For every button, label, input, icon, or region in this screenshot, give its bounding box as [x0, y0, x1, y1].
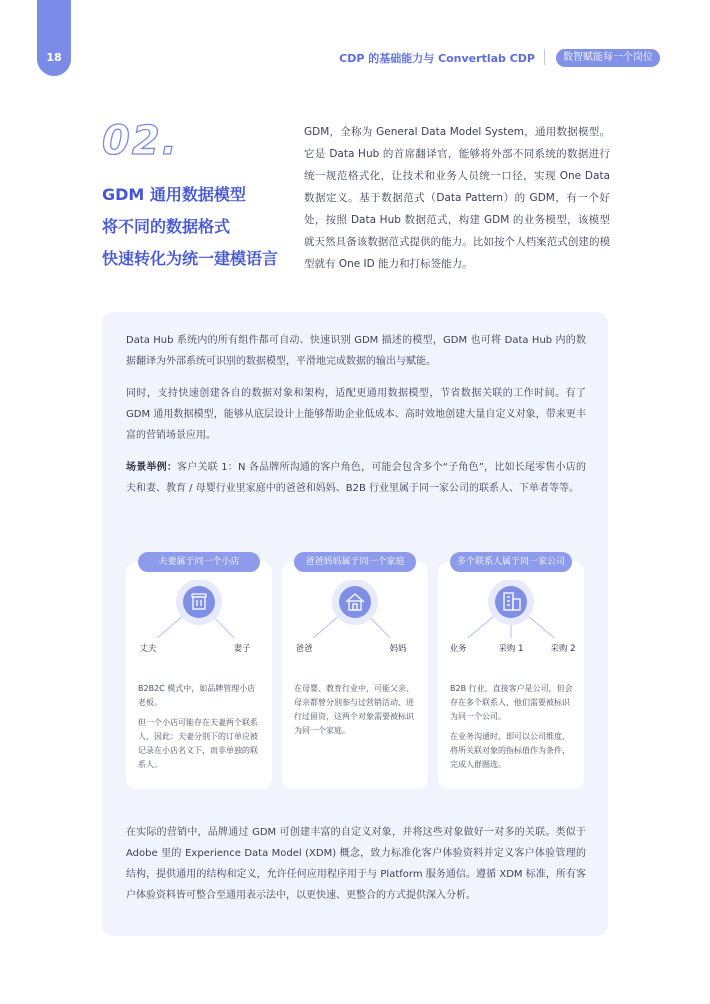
node-label: 丈夫 [139, 644, 157, 654]
card-desc-paragraph: 在母婴、教育行业中，可能父亲、母亲都曾分别参与过营销活动、进行过留资，这两个对象需要被标识为同一个家庭。 [294, 684, 414, 735]
scenario-card-company [438, 557, 584, 789]
example-text: 客户关联 1：N 各品牌所沟通的客户角色，可能会包含多个“子角色”，比如长尾零售小店的夫和妻、教育 / 母婴行业里家庭中的爸爸和妈妈、B2B 行业里属于同一家公司的联系人、下单者等等。 [126, 462, 587, 494]
card-desc-paragraph: B2B 行业，直接客户是公司，但会存在多个联系人，他们需要被标识为同一个公司。 [450, 684, 573, 721]
section-title-line: 快速转化为统一建模语言 [102, 249, 279, 268]
section-title-line: GDM 通用数据模型 [102, 185, 246, 204]
content-box [102, 312, 608, 936]
section-intro: GDM，全称为 General Data Model System，通用数据模型。它是 Data Hub 的首席翻译官，能够将外部不同系统的数据进行统一规范格式化，让技术和业务人员统一口径，实现 One Data 数据定义。基于数据范式（Data Pattern）的 GDM，有一个好处，按照 Data Hub 数据范式，构建 GDM 的业务模型，该模型就天然具备该数据范式提供的能力。比如按个人档案范式创建的模型就有 One ID 能力和打标签能力。 [304, 126, 610, 270]
header-divider [544, 49, 545, 65]
card-description [450, 682, 574, 778]
section-number: 02. [102, 118, 179, 164]
header-title: CDP 的基础能力与 Convertlab CDP [339, 52, 535, 65]
header-section-pill: 数智赋能每一个岗位 [556, 49, 660, 67]
section-title-line: 将不同的数据格式 [102, 217, 231, 236]
node-label: 业务 [449, 644, 467, 654]
node-label: 妈妈 [389, 644, 407, 654]
card-desc-paragraph: 在业务沟通时，即可以公司维度，将所关联对象的指标值作为条件，完成人群圈选。 [450, 732, 570, 769]
scenario-card-store [126, 557, 272, 789]
page-number: 18 [46, 51, 62, 64]
section-title [102, 179, 278, 275]
relation-diagram [126, 580, 272, 660]
paragraph-xdm: 在实际的营销中，品牌通过 GDM 可创建丰富的自定义对象，并将这些对象做好一对多的关联。类似于 Adobe 里的 Experience Data Model (XDM) 概念，致力标准化客户体验资料并定义客户体验管理的结构，提供通用的结构和定义，允许任何应用程序用于与 Platform 服务通信。遵循 XDM 标准，所有客户体验资料皆可整合至通用表示法中，以更快速、更整合的方式提供深入分析。 [126, 827, 586, 901]
node-label: 采购 2 [550, 644, 576, 654]
card-tag: 爸爸妈妈属于同一个家庭 [294, 552, 416, 572]
card-desc-paragraph: 但一个小店可能存在夫妻两个联系人，因此：夫妻分别下的订单应被记录在小店名义下，而非单独的联系人。 [138, 718, 258, 769]
example-label: 场景举例： [126, 462, 178, 473]
page-number-tab [37, 0, 71, 76]
card-description [138, 682, 262, 778]
node-label: 妻子 [233, 644, 251, 654]
relation-diagram [282, 580, 428, 660]
paragraph-example [126, 457, 586, 499]
paragraph-datahub: Data Hub 系统内的所有组件都可自动、快速识别 GDM 描述的模型，GDM 也可将 Data Hub 内的数据翻译为外部系统可识别的数据模型，平滑地完成数据的输出与赋能。 [126, 335, 586, 367]
scenario-card-family [282, 557, 428, 789]
node-label: 爸爸 [295, 644, 313, 654]
relation-diagram [438, 580, 584, 660]
paragraph-gdm-benefit: 同时，支持快速创建各自的数据对象和架构，适配更通用数据模型，节省数据关联的工作时间。有了 GDM 通用数据模型，能够从底层设计上能够帮助企业低成本、高时效地创建大量自定义对象，带来更丰富的营销场景应用。 [126, 388, 586, 441]
card-desc-paragraph: B2B2C 模式中，如品牌管理小店老板。 [138, 684, 256, 707]
node-label: 采购 1 [498, 644, 524, 654]
card-tag: 多个联系人属于同一家公司 [450, 552, 572, 572]
card-description [294, 682, 418, 744]
card-tag: 夫妻属于同一个小店 [138, 552, 260, 572]
